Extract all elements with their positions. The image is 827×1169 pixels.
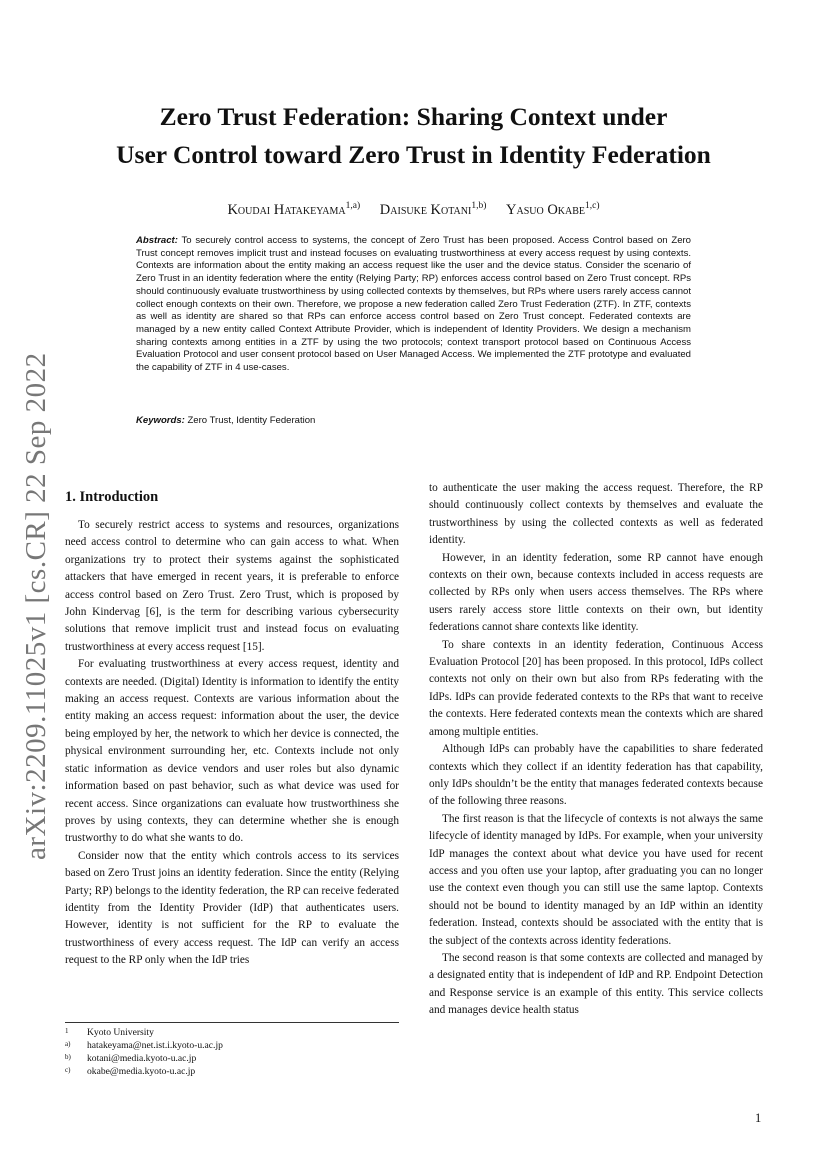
- abstract-label: Abstract:: [136, 235, 178, 246]
- footnote-mark: c): [65, 1066, 71, 1075]
- paragraph: Although IdPs can probably have the capabilities to share federated contexts which they collect if an identity federation has that capability, only IdPs shouldn’t be the entity that manages federated contexts because of the following three reasons.: [429, 743, 763, 808]
- footnote-text: okabe@media.kyoto-u.ac.jp: [87, 1066, 196, 1078]
- section-heading-introduction: 1. Introduction: [65, 489, 159, 505]
- keywords-label: Keywords:: [136, 415, 185, 426]
- left-column: [65, 480, 399, 970]
- paragraph: The second reason is that some contexts are collected and managed by a designated entity that is independent of IdP and RP. Endpoint Detection and Response service is an example of this entity. This service collects and manages device health status: [429, 951, 763, 1017]
- footnote: [65, 1052, 399, 1065]
- paragraph: The first reason is that the lifecycle of contexts is not always the same lifecycle of identity managed by IdPs. For example, when your university IdP manages the context about what device you have used for recent access and you often use your laptop, after graduating you can no longer use the context even though you can still use the same laptop. Contexts should not be bound to identity managed by an IdP within an identity federation. Instead, contexts should be associated with the entity that is the subject of the contexts across identity federations.: [429, 812, 763, 947]
- paragraph: to authenticate the user making the access request. Therefore, the RP should continuously collect contexts by themselves and evaluate the trustworthiness by using the collected contexts as well as federated identity.: [429, 482, 763, 547]
- footnote: [65, 1039, 399, 1052]
- paper-title: [70, 98, 757, 174]
- author-affiliation-mark: 1,b): [471, 201, 487, 211]
- paragraph: To share contexts in an identity federation, Continuous Access Evaluation Protocol [20] has been proposed. In this protocol, IdPs collect contexts not only on their own but also from RPs federating with the IdPs. IdPs can provide federated contexts to the RPs that want to receive the contexts. Here federated contexts mean the contexts which are shared among multiple entities.: [429, 638, 763, 738]
- abstract: [136, 235, 691, 375]
- paragraph: Consider now that the entity which controls access to its services based on Zero Trust joins an identity federation. Since the entity (Relying Party; RP) belongs to the identity federation, the RP can receive federated identity from the Identity Provider (IdP) that authenticates users. However, identity is not sufficient for the RP to evaluate the trustworthiness of every access request. The IdP can verify an access request to the RP only when the IdP tries: [65, 849, 399, 967]
- paragraph: For evaluating trustworthiness at every access request, identity and contexts are needed. (Digital) Identity is information to identify the entity making an access request. Contexts are various information about the entity making an access request: information about the user, the device being employed by her, the network to which her device is connected, the physical environment surrounding her, etc. Contexts include not only static information as device vendors and user roles but also dynamic information based on past behavior, such as what device was used for recent access. Since organizations can evaluate how trustworthiness she proves by using contexts, they can determine whether she is enough trustworthy to do what she wants to do.: [65, 658, 399, 845]
- footnotes: [65, 1026, 399, 1078]
- page-number: 1: [755, 1111, 762, 1125]
- author-1: [227, 202, 360, 218]
- author-name: Daisuke Kotani: [379, 201, 472, 218]
- footnote-text: Kyoto University: [87, 1027, 154, 1038]
- author-name: Koudai Hatakeyama: [227, 201, 346, 218]
- abstract-text: To securely control access to systems, the concept of Zero Trust has been proposed. Access Control based on Zero Trust concept removes implicit trust and instead focuses on evaluating trustworthiness at every access request by using contexts. Contexts are information about the entity making an access request like the user and the device status. Consider the scenario of Zero Trust in an identity federation where the entity (Relying Party; RP) enforces access control based on Zero Trust concept. RPs should continuously evaluate trustworthiness by using collected contexts by themselves, but RPs where users rarely access cannot collect enough contexts on their own. Therefore, we propose a new federation called Zero Trust Federation (ZTF). In ZTF, contexts as well as identity are shared so that RPs can enforce access control based on Zero Trust concept. Federated contexts are managed by a new entity called Context Attribute Provider, which is independent of Identity Providers. We design a mechanism sharing contexts among entities in a ZTF by using the two protocols; context transport protocol based on Continuous Access Evaluation Protocol and user consent protocol based on User Managed Access. We implemented the ZTF prototype and evaluated the capability of ZTF in 4 use-cases.: [136, 235, 691, 374]
- footnote-mark: a): [65, 1040, 71, 1049]
- title-line-1: Zero Trust Federation: Sharing Context under: [159, 102, 668, 131]
- author-2: [380, 202, 487, 218]
- author-list: [70, 201, 757, 219]
- footnote-mark: b): [65, 1053, 71, 1062]
- footnote-mark: 1: [65, 1027, 69, 1035]
- author-name: Yasuo Okabe: [506, 201, 586, 218]
- paragraph: However, in an identity federation, some RP cannot have enough contexts on their own, because contexts included in access requests are collected by RPs only when users access themselves. The RPs where users rarely access store little contexts on their own, but identity federations cannot share contexts like identity.: [429, 551, 763, 634]
- keywords-text: Zero Trust, Identity Federation: [187, 415, 316, 426]
- footnote-text: kotani@media.kyoto-u.ac.jp: [87, 1053, 197, 1065]
- paragraph: To securely restrict access to systems and resources, organizations need access control to determine who can gain access to what. When organizations try to protect their systems against the sophisticated attackers that have emerged in recent years, it is preferable to enforce access control based on Zero Trust. Zero Trust, which is proposed by John Kindervag [6], is the term for describing various cybersecurity solutions that remove implicit trust and instead focus on evaluating trustworthiness at every access request [15].: [65, 519, 399, 653]
- footnote-text: hatakeyama@net.ist.i.kyoto-u.ac.jp: [87, 1040, 223, 1052]
- title-line-2: User Control toward Zero Trust in Identity Federation: [116, 140, 711, 169]
- author-affiliation-mark: 1,c): [585, 201, 600, 211]
- author-affiliation-mark: 1,a): [345, 201, 361, 211]
- footnote: [65, 1065, 399, 1078]
- footnote: [65, 1026, 399, 1039]
- right-column: [429, 480, 763, 1020]
- footnote-divider: [65, 1022, 399, 1023]
- keywords: [136, 415, 691, 428]
- author-3: [506, 202, 600, 218]
